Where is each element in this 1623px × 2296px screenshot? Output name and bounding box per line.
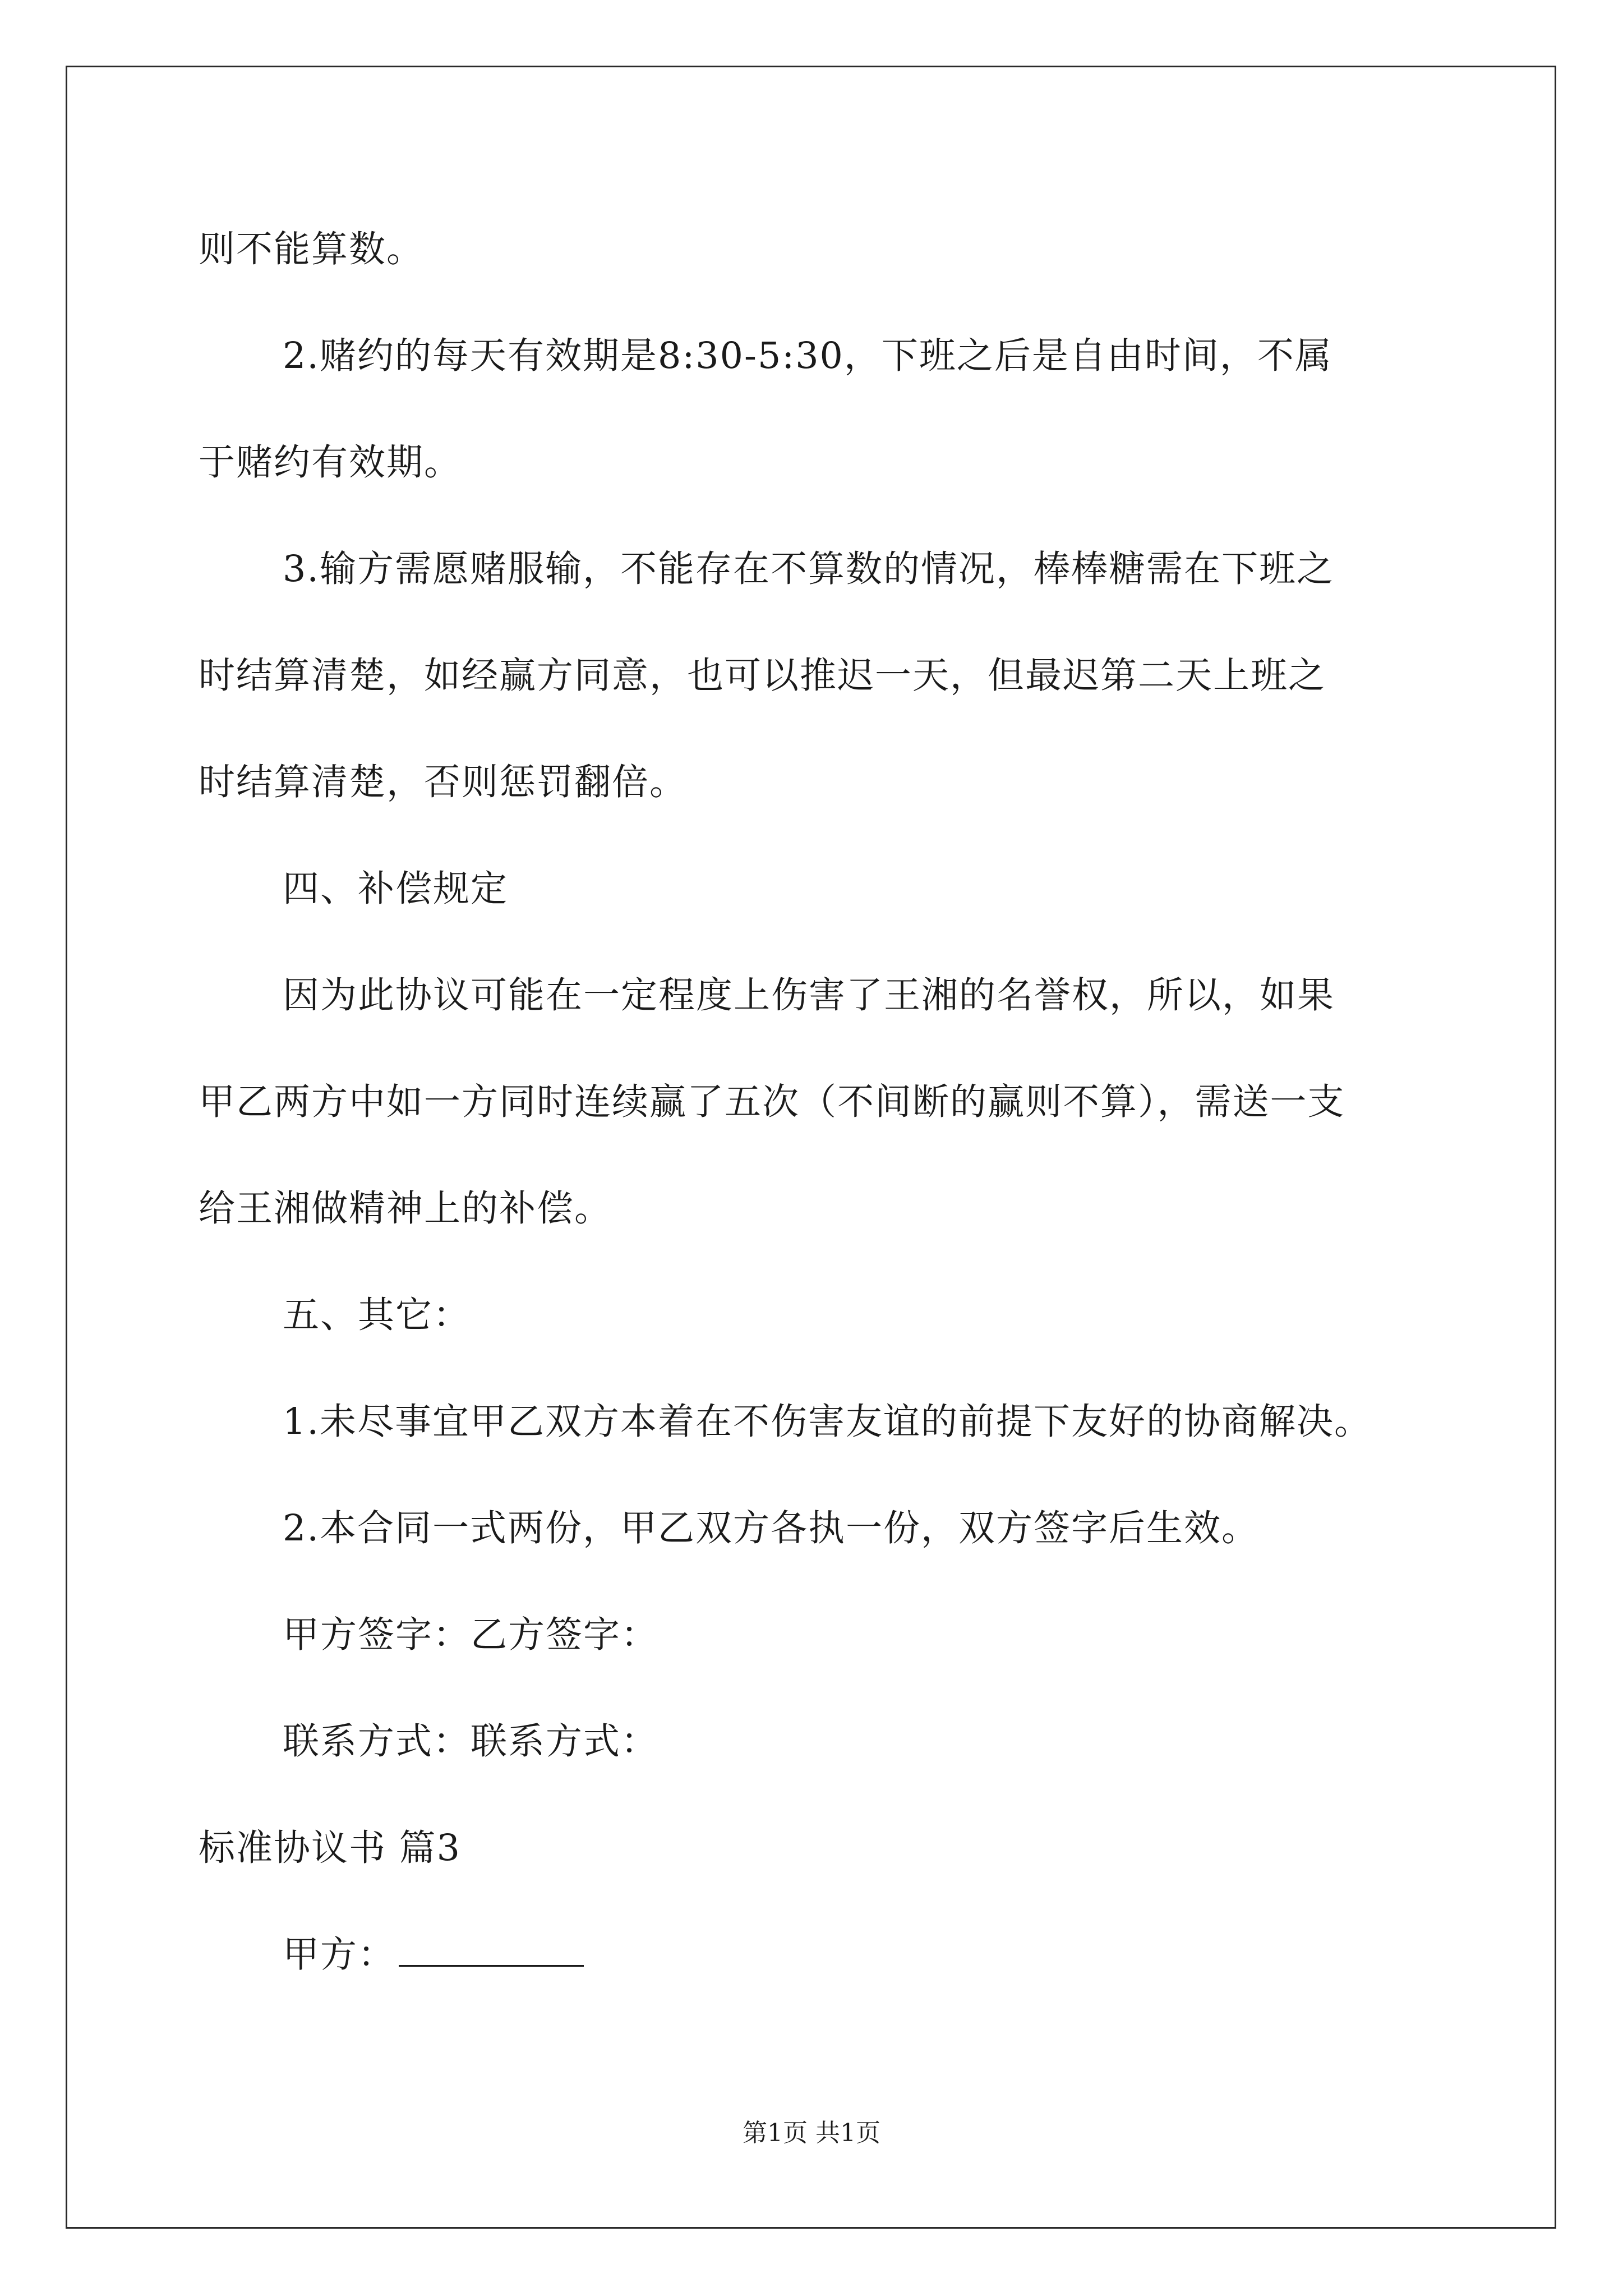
page-border	[66, 66, 1556, 2229]
clause-2-line-1: 2.赌约的每天有效期是8:30-5:30，下班之后是自由时间，不属	[283, 335, 1332, 377]
clause-3-line-1: 3.输方需愿赌服输，不能存在不算数的情况，棒棒糖需在下班之	[283, 548, 1335, 590]
clause-2-line-2: 于赌约有效期。	[199, 441, 462, 484]
other-clause-2: 2.本合同一式两份，甲乙双方各执一份，双方签字后生效。	[283, 1507, 1260, 1549]
contact-line: 联系方式：联系方式：	[283, 1720, 659, 1763]
compensation-line-1: 因为此协议可能在一定程度上伤害了王湘的名誉权，所以，如果	[283, 974, 1335, 1016]
party-a-label: 甲方：	[283, 1934, 396, 1976]
party-a-blank	[399, 1932, 584, 1967]
signature-line: 甲方签字：乙方签字：	[283, 1614, 659, 1656]
section-heading-compensation: 四、补偿规定	[283, 868, 509, 910]
page-footer: 第1页 共1页	[743, 2119, 880, 2147]
compensation-line-2: 甲乙两方中如一方同时连续赢了五次（不间断的赢则不算），需送一支	[199, 1081, 1345, 1123]
section-title-part-3: 标准协议书 篇3	[199, 1827, 462, 1869]
clause-3-line-3: 时结算清楚，否则惩罚翻倍。	[199, 761, 688, 803]
compensation-line-3: 给王湘做精神上的补偿。	[199, 1188, 612, 1230]
clause-3-line-2: 时结算清楚，如经赢方同意，也可以推迟一天，但最迟第二天上班之	[199, 655, 1326, 697]
paragraph-line: 则不能算数。	[199, 228, 425, 270]
party-a-line	[283, 1932, 584, 1977]
section-heading-other: 五、其它：	[283, 1294, 471, 1336]
other-clause-1: 1.未尽事宜甲乙双方本着在不伤害友谊的前提下友好的协商解决。	[283, 1401, 1372, 1443]
